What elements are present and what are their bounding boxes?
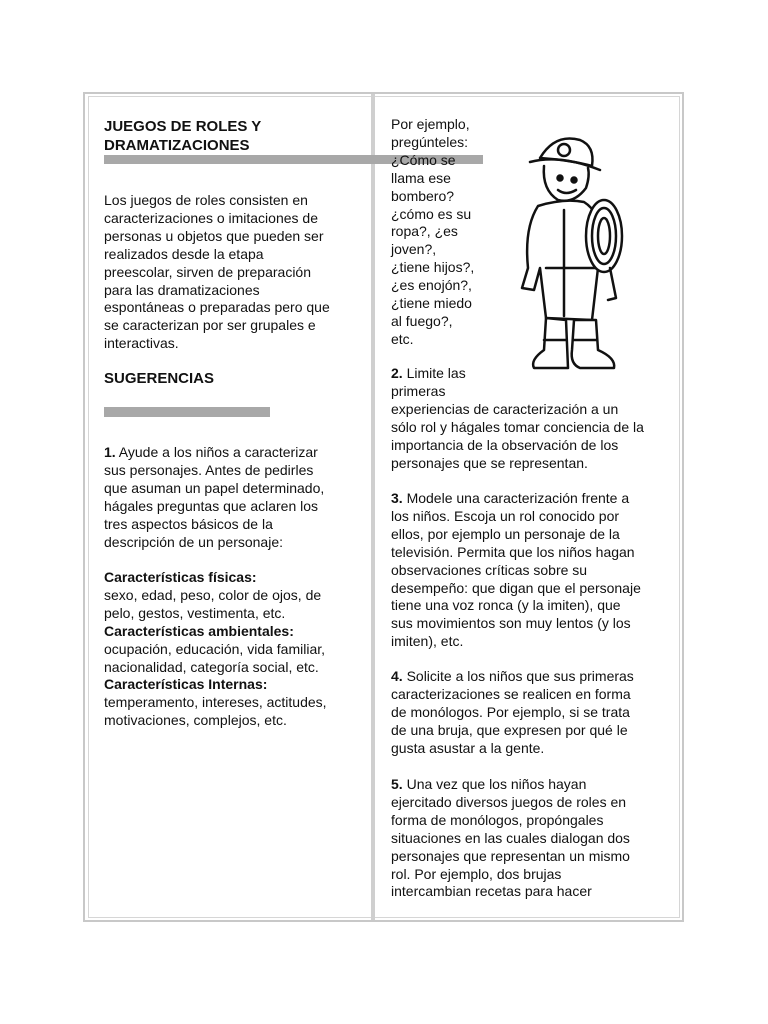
item-text: Una vez que los niños hayan bbox=[402, 776, 587, 792]
intro-paragraph bbox=[104, 192, 330, 353]
item-text: Modele una caracterización frente a bbox=[402, 490, 630, 506]
example-line: joven?, bbox=[391, 241, 437, 258]
example-line: etc. bbox=[391, 330, 414, 347]
environmental-label: Características ambientales: bbox=[104, 622, 294, 639]
item-2-paragraph bbox=[391, 365, 644, 472]
intro-line: se caracterizan por ser grupales e bbox=[104, 317, 316, 334]
item-line: descripción de un personaje: bbox=[104, 533, 284, 550]
item-line: importancia de la observación de los bbox=[391, 436, 619, 453]
intro-line: Los juegos de roles consisten en bbox=[104, 192, 308, 208]
item-line: los niños. Escoja un rol conocido por bbox=[391, 507, 620, 524]
item-line: primeras bbox=[391, 382, 446, 399]
item-number: 2. bbox=[391, 365, 403, 381]
intro-line: personas u objetos que pueden ser bbox=[104, 227, 324, 244]
item-line: personajes que se representan. bbox=[391, 454, 588, 471]
item-line: de monólogos. Por ejemplo, si se trata bbox=[391, 703, 630, 720]
title-line-1: JUEGOS DE ROLES Y bbox=[104, 118, 262, 135]
example-line: ropa?, ¿es bbox=[391, 223, 458, 240]
item-number: 1. bbox=[104, 444, 116, 460]
item-number: 4. bbox=[391, 668, 403, 684]
example-line: ¿es enojón?, bbox=[391, 277, 472, 294]
item-line: ellos, por ejemplo un personaje de la bbox=[391, 525, 620, 542]
item-line: experiencias de caracterización a un bbox=[391, 400, 619, 417]
internal-text: motivaciones, complejos, etc. bbox=[104, 712, 287, 729]
item-number: 3. bbox=[391, 490, 403, 506]
item-1-paragraph bbox=[104, 444, 324, 551]
item-line: imiten), etc. bbox=[391, 633, 464, 650]
item-text: Ayude a los niños a caracterizar bbox=[115, 444, 318, 460]
internal-text: temperamento, intereses, actitudes, bbox=[104, 694, 327, 711]
example-line: ¿cómo es su bbox=[391, 205, 472, 222]
firefighter-illustration bbox=[500, 128, 640, 378]
environmental-text: ocupación, educación, vida familiar, bbox=[104, 640, 326, 657]
internal-label: Características Internas: bbox=[104, 676, 268, 693]
item-line: televisión. Permita que los niños hagan bbox=[391, 543, 635, 560]
example-line: bombero? bbox=[391, 187, 455, 204]
example-line: pregúnteles: bbox=[391, 133, 469, 150]
example-line: ¿Cómo se bbox=[391, 151, 456, 168]
example-line: ¿tiene miedo bbox=[391, 295, 472, 312]
intro-line: realizados desde la etapa bbox=[104, 245, 264, 262]
example-line: al fuego?, bbox=[391, 312, 453, 329]
intro-line: espontáneas o preparadas pero que bbox=[104, 299, 330, 316]
intro-line: preescolar, sirven de preparación bbox=[104, 263, 312, 280]
item-line: sus personajes. Antes de pedirles bbox=[104, 461, 314, 478]
section-heading: SUGERENCIAS bbox=[104, 370, 215, 387]
item-4-paragraph bbox=[391, 668, 634, 758]
item-line: hágales preguntas que aclaren los bbox=[104, 497, 319, 514]
item-line: rol. Por ejemplo, dos brujas bbox=[391, 865, 562, 882]
item-number: 5. bbox=[391, 776, 403, 792]
column-divider bbox=[371, 94, 375, 920]
item-line: tres aspectos básicos de la bbox=[104, 515, 273, 532]
item-line: gusta asustar a la gente. bbox=[391, 739, 545, 756]
item-text: Limite las bbox=[402, 365, 466, 381]
title-line-2: DRAMATIZACIONES bbox=[104, 137, 250, 154]
item-line: de una bruja, que expresen por qué le bbox=[391, 721, 628, 738]
item-line: forma de monólogos, propóngales bbox=[391, 811, 604, 828]
characteristics-block bbox=[104, 569, 327, 730]
intro-line: caracterizaciones o imitaciones de bbox=[104, 209, 318, 226]
item-text: Solicite a los niños que sus primeras bbox=[402, 668, 634, 684]
environmental-text: nacionalidad, categoría social, etc. bbox=[104, 658, 319, 675]
item-5-paragraph bbox=[391, 776, 630, 901]
example-line: Por ejemplo, bbox=[391, 116, 470, 132]
item-line: sólo rol y hágales tomar conciencia de la bbox=[391, 418, 644, 435]
item-3-paragraph bbox=[391, 490, 641, 651]
item-line: desempeño: que digan que el personaje bbox=[391, 579, 641, 596]
item-line: observaciones críticas sobre su bbox=[391, 561, 588, 578]
item-line: que asuman un papel determinado, bbox=[104, 479, 325, 496]
physical-text: pelo, gestos, vestimenta, etc. bbox=[104, 604, 286, 621]
item-line: ejercitado diversos juegos de roles en bbox=[391, 793, 627, 810]
item-line: personajes que representan un mismo bbox=[391, 847, 630, 864]
item-line: intercambian recetas para hacer bbox=[391, 883, 592, 900]
example-questions bbox=[391, 116, 474, 349]
intro-line: para las dramatizaciones bbox=[104, 281, 260, 298]
section-underline-bar bbox=[104, 407, 270, 417]
page-title bbox=[104, 117, 261, 155]
intro-line: interactivas. bbox=[104, 335, 179, 352]
physical-label: Características físicas: bbox=[104, 569, 257, 585]
example-line: ¿tiene hijos?, bbox=[391, 259, 475, 276]
item-line: sus movimientos son muy lentos (y los bbox=[391, 615, 631, 632]
item-line: caracterizaciones se realicen en forma bbox=[391, 685, 631, 702]
item-line: situaciones en las cuales dialogan dos bbox=[391, 829, 630, 846]
item-line: tiene una voz ronca (y la imiten), que bbox=[391, 597, 621, 614]
example-line: llama ese bbox=[391, 169, 451, 186]
physical-text: sexo, edad, peso, color de ojos, de bbox=[104, 586, 322, 603]
